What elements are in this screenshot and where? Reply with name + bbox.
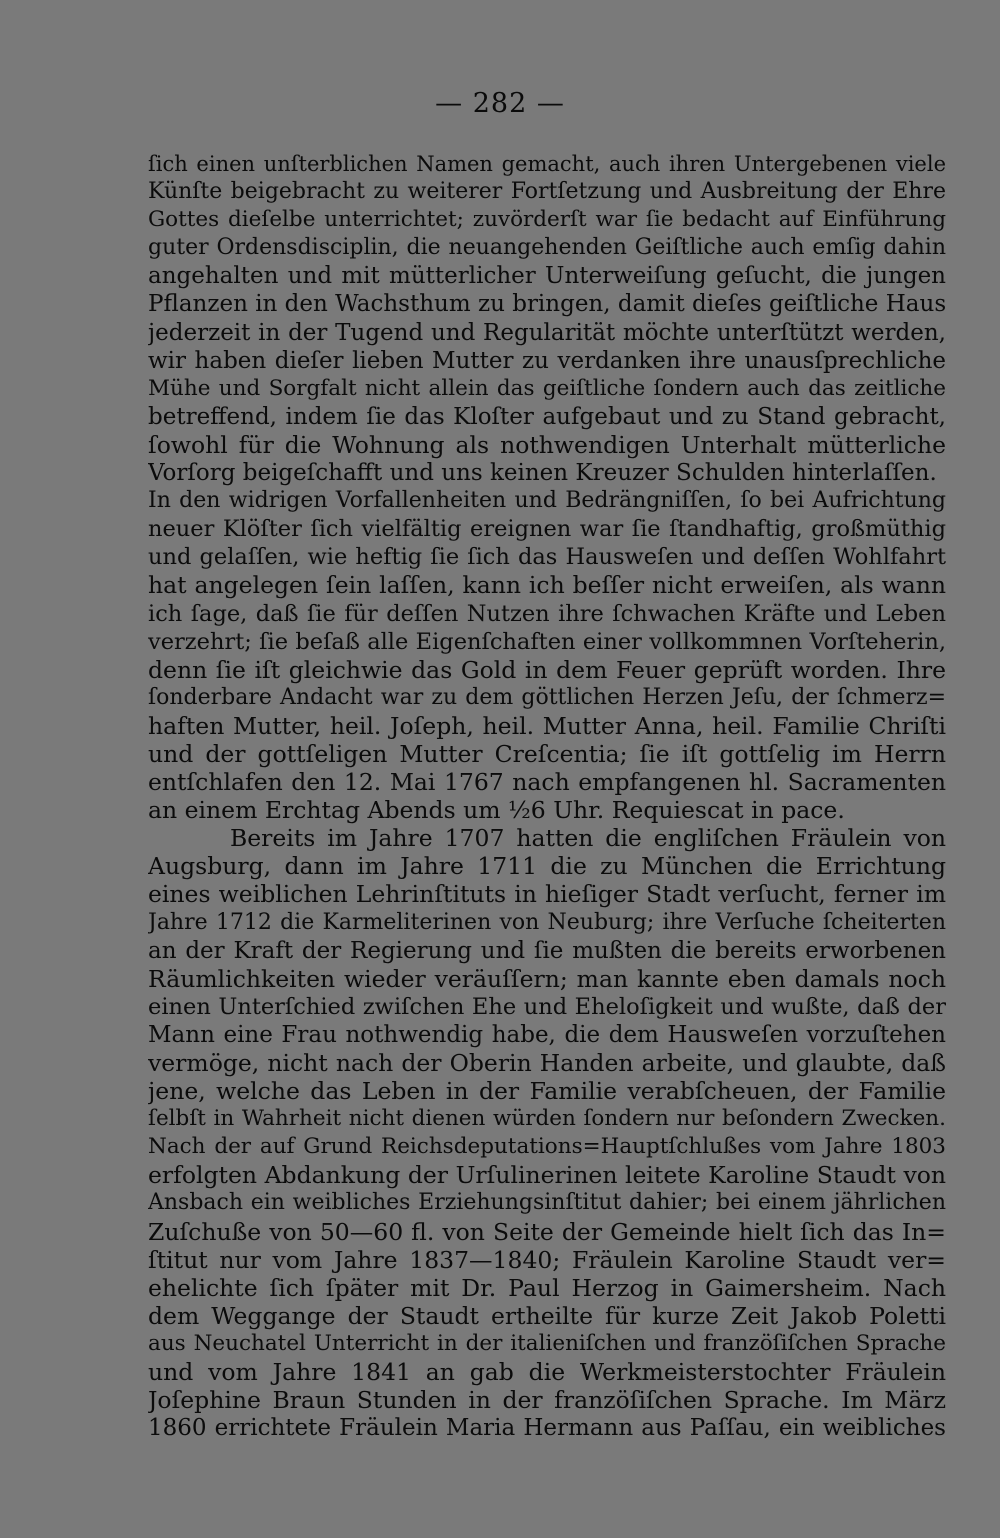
text-line: ehelichte ſich ſpäter mit Dr. Paul Herzog in Gaimersheim. Nach: [148, 1273, 946, 1302]
text-line: und gelaſſen, wie heftig ſie ſich das Hausweſen und deſſen Wohlfahrt: [148, 544, 946, 571]
text-line: ſowohl für die Wohnung als nothwendigen Unterhalt mütterliche: [148, 430, 946, 459]
text-line: Nach der auf Grund Reichsdeputations=Hauptſchlußes vom Jahre 1803: [148, 1134, 946, 1160]
text-line: haften Mutter, heil. Joſeph, heil. Mutter Anna, heil. Familie Chriſti: [148, 711, 946, 740]
text-line: an der Kraft der Regierung und ſie mußten die bereits erworbenen: [148, 937, 946, 964]
text-line: hat angelegen ſein laſſen, kann ich beſſer nicht erweiſen, als wann: [148, 571, 946, 600]
text-line: denn ſie iſt gleichwie das Gold in dem Feuer geprüft worden. Ihre: [148, 655, 946, 684]
text-line: eines weiblichen Lehrinſtituts in hieſiger Stadt verſucht, ferner im: [148, 880, 946, 909]
text-line: ſtitut nur vom Jahre 1837—1840; Fräulein Karoline Staudt ver=: [148, 1245, 946, 1274]
text-line: In den widrigen Vorfallenheiten und Bedrängniſſen, ſo bei Aufrichtung: [148, 488, 946, 514]
text-line: ſonderbare Andacht war zu dem göttlichen Herzen Jeſu, der ſchmerz=: [148, 684, 946, 710]
text-line: Bereits im Jahre 1707 hatten die engliſchen Fräulein von: [230, 824, 946, 853]
text-line: dem Weggange der Staudt ertheilte für kurze Zeit Jakob Poletti: [148, 1301, 946, 1330]
text-line: Jahre 1712 die Karmeliterinen von Neuburg; ihre Verſuche ſcheiterten: [148, 909, 946, 935]
text-line: aus Neuchatel Unterricht in der italieniſchen und franzöſiſchen Sprache: [148, 1330, 946, 1356]
text-line: Mann eine Frau nothwendig habe, die dem Hausweſen vorzuſtehen: [148, 1021, 946, 1048]
text-line: entſchlafen den 12. Mai 1767 nach empfangenen hl. Sacramenten: [148, 768, 946, 797]
text-line: vermöge, nicht nach der Oberin Handen arbeite, und glaubte, daß: [148, 1049, 946, 1077]
text-line: und vom Jahre 1841 an gab die Werkmeisterstochter Fräulein: [148, 1358, 946, 1387]
text-line: verzehrt; ſie beſaß alle Eigenſchaften einer vollkommnen Vorſteherin,: [148, 628, 946, 655]
text-line: und der gottſeligen Mutter Creſcentia; ſie iſt gottſelig im Herrn: [148, 739, 946, 768]
text-line: jene, welche das Leben in der Familie verabſcheuen, der Familie: [148, 1077, 946, 1106]
text-line: ich ſage, daß ſie für deſſen Nutzen ihre ſchwachen Kräfte und Leben: [148, 600, 946, 627]
text-line: Räumlichkeiten wieder veräuſſern; man kannte eben damals noch: [148, 964, 946, 993]
text-line: Künſte beigebracht zu weiterer Fortſetzung und Ausbreitung der Ehre: [148, 179, 946, 205]
text-line: wir haben dieſer lieben Mutter zu verdanken ihre unausſprechliche: [148, 347, 946, 374]
text-line: Pflanzen in den Wachsthum zu bringen, damit dieſes geiſtliche Haus: [148, 291, 946, 318]
text-line: an einem Erchtag Abends um ½6 Uhr. Requiescat in pace.: [148, 796, 845, 825]
text-line: Mühe und Sorgfalt nicht allein das geiſtliche ſondern auch das zeitliche: [148, 375, 946, 401]
page-number: — 282 —: [435, 88, 565, 119]
text-line: einen Unterſchied zwiſchen Ehe und Eheloſigkeit und wußte, daß der: [148, 993, 946, 1020]
text-line: ſelbſt in Wahrheit nicht dienen würden ſondern nur beſondern Zwecken.: [148, 1106, 946, 1132]
text-line: erfolgten Abdankung der Urſulinerinen leitete Karoline Staudt von: [148, 1161, 946, 1190]
text-line: angehalten und mit mütterlicher Unterweiſung geſucht, die jungen: [148, 263, 946, 290]
text-line: betreffend, indem ſie das Kloſter aufgebaut und zu Stand gebracht,: [148, 403, 946, 430]
text-line: neuer Klöſter ſich vielfältig ereignen war ſie ſtandhaftig, großmüthig: [148, 516, 946, 543]
text-line: ſich einen unſterblichen Namen gemacht, auch ihren Untergebenen viele: [148, 152, 946, 176]
text-line: Zuſchuße von 50—60 fl. von Seite der Gemeinde hielt ſich das In=: [148, 1217, 946, 1246]
text-line: jederzeit in der Tugend und Regularität möchte unterſtützt werden,: [148, 319, 946, 346]
text-line: guter Ordensdisciplin, die neuangehenden Geiſtliche auch emſig dahin: [148, 235, 946, 261]
text-line: Joſephine Braun Stunden in der franzöſiſchen Sprache. Im März: [148, 1386, 946, 1415]
text-line: Vorſorg beigeſchafft und uns keinen Kreuzer Schulden hinterlaſſen.: [148, 460, 937, 487]
body-text: [148, 150, 946, 1442]
text-line: 1860 errichtete Fräulein Maria Hermann aus Paſſau, ein weibliches: [148, 1415, 946, 1442]
text-line: Augsburg, dann im Jahre 1711 die zu München die Errichtung: [148, 852, 946, 881]
text-line: Ansbach ein weibliches Erziehungsinſtitut dahier; bei einem jährlichen: [148, 1190, 946, 1216]
text-line: Gottes dieſelbe unterrichtet; zuvörderſt war ſie bedacht auf Einführung: [148, 207, 946, 233]
